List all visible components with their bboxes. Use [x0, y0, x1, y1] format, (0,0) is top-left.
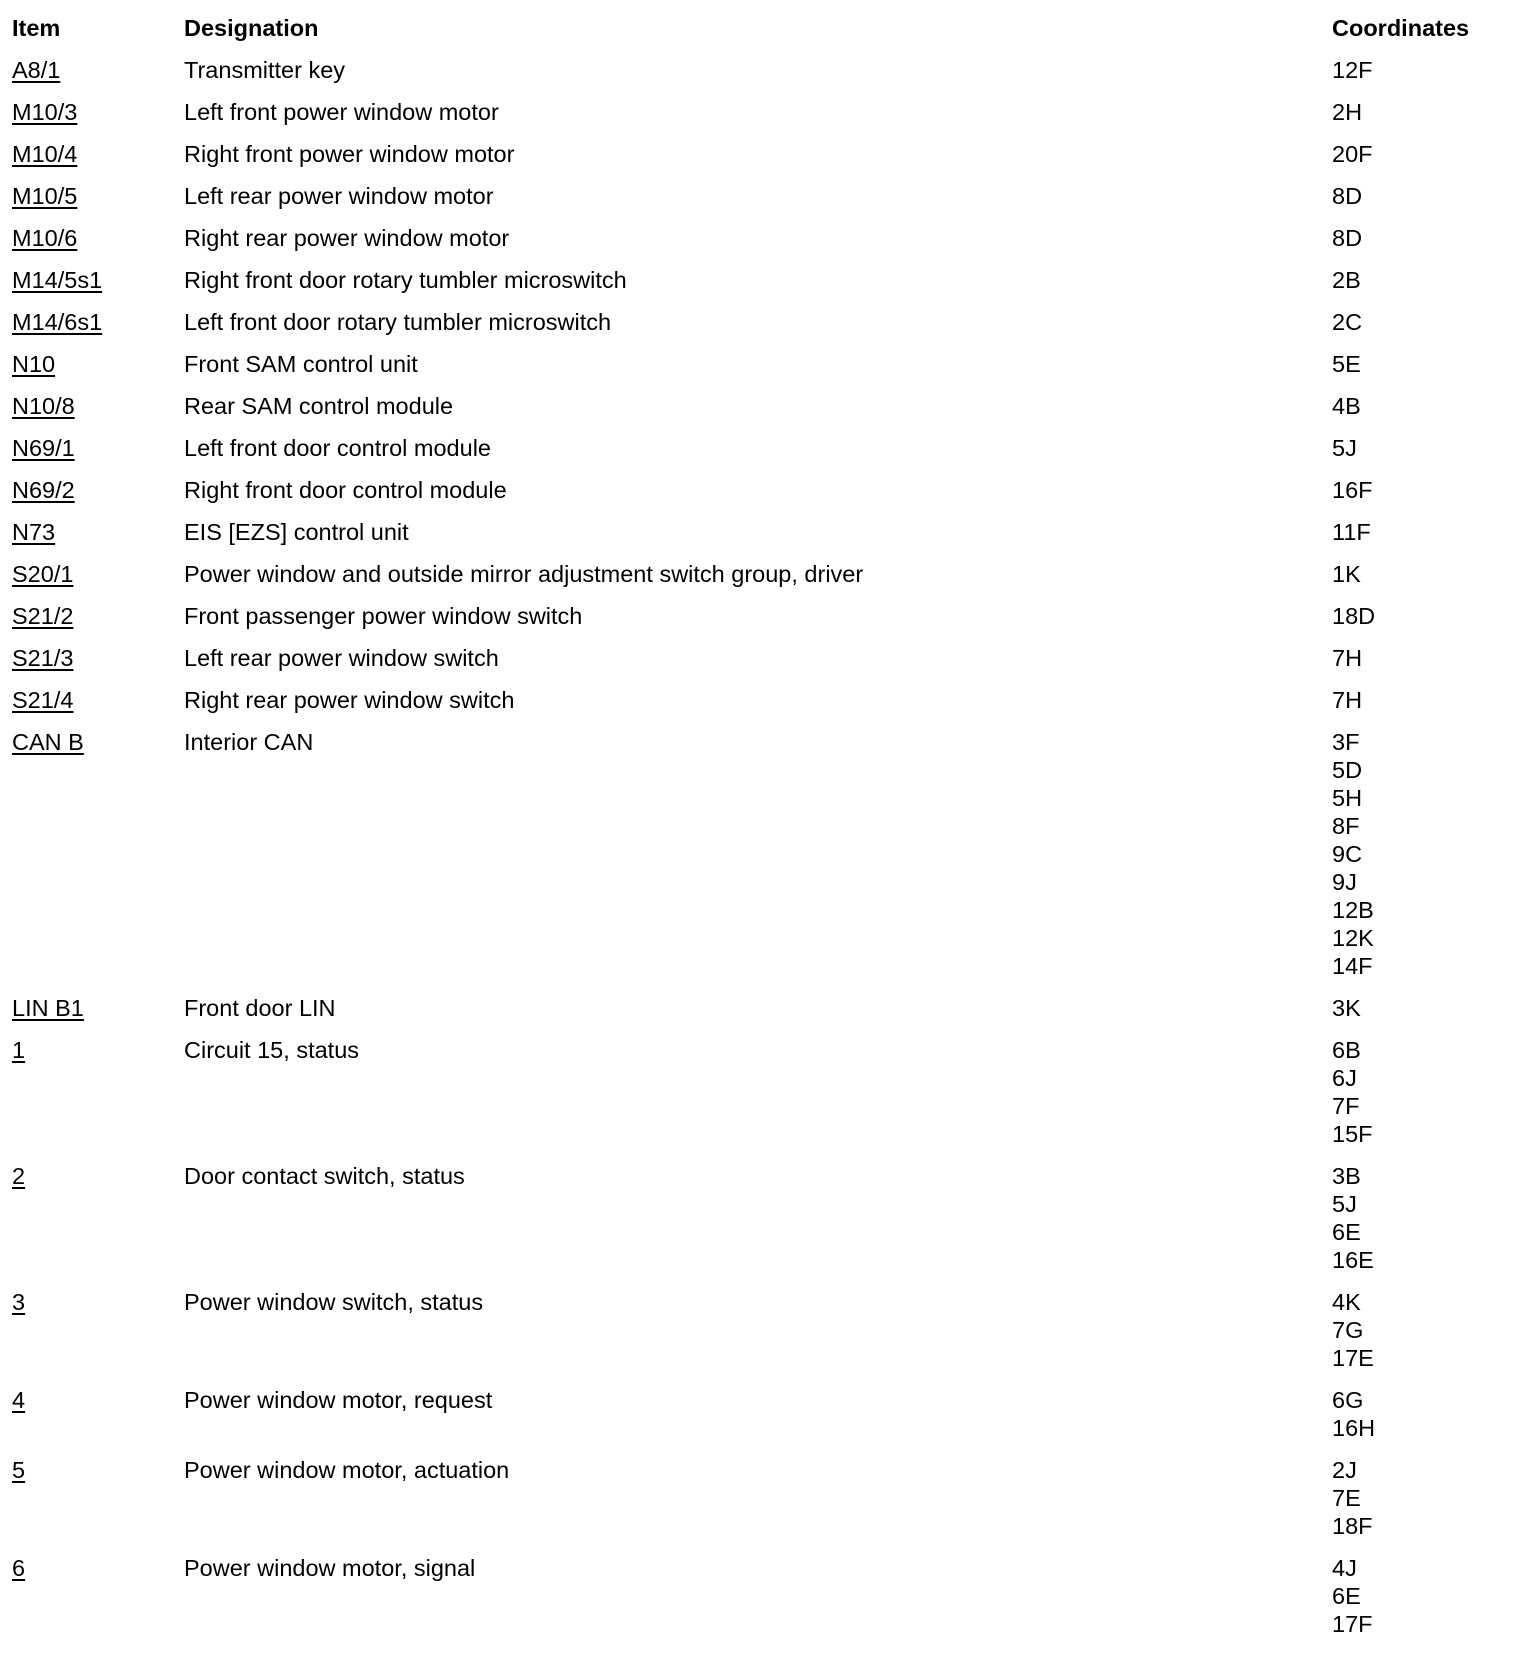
coordinates-cell [1332, 644, 1502, 672]
coordinates-cell [1332, 182, 1502, 210]
item-link[interactable]: LIN B1 [12, 995, 84, 1021]
coordinates-cell [1332, 350, 1502, 378]
item-link[interactable]: CAN B [12, 729, 84, 755]
designation-cell: Left rear power window motor [184, 183, 494, 209]
coordinate-value: 7H [1332, 687, 1363, 713]
table-row [12, 392, 1502, 434]
coordinates-cell [1332, 1554, 1502, 1638]
item-link[interactable]: M14/5s1 [12, 267, 103, 293]
coordinate-value: 7H [1332, 645, 1363, 671]
coordinate-value: 12F [1332, 57, 1373, 83]
coordinate-value: 12K [1332, 925, 1374, 951]
header-coordinates: Coordinates [1332, 15, 1470, 41]
designation-cell: EIS [EZS] control unit [184, 519, 409, 545]
table-row [12, 308, 1502, 350]
item-cell [12, 728, 184, 756]
item-cell [12, 476, 184, 504]
coordinate-value: 20F [1332, 141, 1373, 167]
coordinate-value: 3B [1332, 1163, 1361, 1189]
coordinate-value: 2B [1332, 267, 1361, 293]
coordinate-value: 3K [1332, 995, 1361, 1021]
item-link[interactable]: N69/2 [12, 477, 75, 503]
coordinate-value: 2C [1332, 309, 1363, 335]
designation-cell: Power window motor, signal [184, 1555, 476, 1581]
legend-table [12, 14, 1502, 1652]
table-body [12, 56, 1502, 1652]
coordinate-value: 6G [1332, 1387, 1364, 1413]
item-link[interactable]: S21/4 [12, 687, 74, 713]
designation-cell: Left rear power window switch [184, 645, 499, 671]
coordinate-value: 5H [1332, 785, 1363, 811]
item-cell [12, 308, 184, 336]
item-cell [12, 1288, 184, 1316]
item-cell [12, 350, 184, 378]
designation-cell: Left front door rotary tumbler microswitch [184, 309, 612, 335]
coordinate-value: 9J [1332, 869, 1357, 895]
table-row [12, 1288, 1502, 1386]
table-row [12, 98, 1502, 140]
table-row [12, 266, 1502, 308]
item-link[interactable]: M10/3 [12, 99, 78, 125]
table-row [12, 434, 1502, 476]
item-cell [12, 140, 184, 168]
coordinate-value: 5J [1332, 1191, 1357, 1217]
item-cell [12, 1162, 184, 1190]
coordinates-cell [1332, 728, 1502, 980]
table-row [12, 1036, 1502, 1162]
coordinate-value: 16F [1332, 477, 1373, 503]
coordinate-value: 8D [1332, 225, 1363, 251]
coordinates-cell [1332, 994, 1502, 1022]
item-link[interactable]: N10 [12, 351, 56, 377]
item-link[interactable]: 4 [12, 1387, 26, 1413]
designation-cell: Power window motor, actuation [184, 1457, 510, 1483]
item-cell [12, 602, 184, 630]
item-link[interactable]: 3 [12, 1289, 26, 1315]
coordinate-value: 6J [1332, 1065, 1357, 1091]
item-cell [12, 1386, 184, 1414]
item-link[interactable]: S21/3 [12, 645, 74, 671]
coordinate-value: 4K [1332, 1289, 1361, 1315]
item-link[interactable]: 5 [12, 1457, 26, 1483]
coordinate-value: 5D [1332, 757, 1363, 783]
item-cell [12, 560, 184, 588]
table-row [12, 560, 1502, 602]
coordinate-value: 9C [1332, 841, 1363, 867]
coordinate-value: 6E [1332, 1219, 1361, 1245]
designation-cell: Right rear power window switch [184, 687, 515, 713]
item-cell [12, 266, 184, 294]
designation-cell: Right front door control module [184, 477, 507, 503]
coordinate-value: 3F [1332, 729, 1360, 755]
item-link[interactable]: 2 [12, 1163, 26, 1189]
item-cell [12, 1554, 184, 1582]
table-row [12, 518, 1502, 560]
coordinates-cell [1332, 434, 1502, 462]
item-cell [12, 686, 184, 714]
coordinate-value: 7E [1332, 1485, 1361, 1511]
item-link[interactable]: M14/6s1 [12, 309, 103, 335]
item-link[interactable]: N73 [12, 519, 56, 545]
item-link[interactable]: A8/1 [12, 57, 61, 83]
item-link[interactable]: M10/5 [12, 183, 78, 209]
coordinate-value: 14F [1332, 953, 1373, 979]
coordinates-cell [1332, 1456, 1502, 1540]
designation-cell: Left front power window motor [184, 99, 499, 125]
coordinate-value: 2J [1332, 1457, 1357, 1483]
table-row [12, 1554, 1502, 1652]
item-link[interactable]: M10/6 [12, 225, 78, 251]
table-row [12, 602, 1502, 644]
header-item: Item [12, 15, 61, 41]
item-cell [12, 224, 184, 252]
table-row [12, 728, 1502, 994]
coordinates-cell [1332, 686, 1502, 714]
coordinate-value: 4B [1332, 393, 1361, 419]
coordinates-cell [1332, 1386, 1502, 1442]
designation-cell: Front SAM control unit [184, 351, 418, 377]
item-cell [12, 98, 184, 126]
coordinates-cell [1332, 392, 1502, 420]
item-link[interactable]: M10/4 [12, 141, 78, 167]
coordinate-value: 1K [1332, 561, 1361, 587]
designation-cell: Power window switch, status [184, 1289, 484, 1315]
coordinates-cell [1332, 518, 1502, 546]
coordinate-value: 8D [1332, 183, 1363, 209]
coordinate-value: 7F [1332, 1093, 1360, 1119]
coordinates-cell [1332, 224, 1502, 252]
item-cell [12, 994, 184, 1022]
coordinates-cell [1332, 98, 1502, 126]
item-cell [12, 182, 184, 210]
item-link[interactable]: N10/8 [12, 393, 75, 419]
coordinate-value: 12B [1332, 897, 1374, 923]
table-row [12, 56, 1502, 98]
item-link[interactable]: 6 [12, 1555, 26, 1581]
designation-cell: Right front door rotary tumbler microswitch [184, 267, 627, 293]
table-row [12, 140, 1502, 182]
coordinate-value: 11F [1332, 519, 1371, 545]
designation-cell: Transmitter key [184, 57, 346, 83]
item-cell [12, 1456, 184, 1484]
coordinate-value: 5E [1332, 351, 1361, 377]
coordinates-cell [1332, 308, 1502, 336]
header-designation: Designation [184, 15, 319, 41]
designation-cell: Right front power window motor [184, 141, 515, 167]
item-link[interactable]: N69/1 [12, 435, 75, 461]
item-link[interactable]: 1 [12, 1037, 26, 1063]
table-row [12, 350, 1502, 392]
designation-cell: Power window motor, request [184, 1387, 493, 1413]
coordinates-cell [1332, 1162, 1502, 1274]
designation-cell: Front passenger power window switch [184, 603, 583, 629]
item-cell [12, 518, 184, 546]
item-cell [12, 392, 184, 420]
table-row [12, 1162, 1502, 1288]
coordinate-value: 6E [1332, 1583, 1361, 1609]
item-cell [12, 644, 184, 672]
coordinate-value: 5J [1332, 435, 1357, 461]
coordinate-value: 8F [1332, 813, 1360, 839]
designation-cell: Power window and outside mirror adjustment switch group, driver [184, 561, 864, 587]
table-row [12, 994, 1502, 1036]
table-row [12, 182, 1502, 224]
coordinates-cell [1332, 602, 1502, 630]
table-row [12, 224, 1502, 266]
designation-cell: Left front door control module [184, 435, 491, 461]
designation-cell: Right rear power window motor [184, 225, 510, 251]
coordinates-cell [1332, 560, 1502, 588]
coordinate-value: 16E [1332, 1247, 1374, 1273]
coordinates-cell [1332, 1288, 1502, 1372]
coordinate-value: 15F [1332, 1121, 1373, 1147]
coordinates-cell [1332, 476, 1502, 504]
coordinates-cell [1332, 140, 1502, 168]
table-row [12, 686, 1502, 728]
coordinate-value: 17E [1332, 1345, 1374, 1371]
item-cell [12, 56, 184, 84]
table-row [12, 1456, 1502, 1554]
coordinate-value: 7G [1332, 1317, 1364, 1343]
coordinates-cell [1332, 56, 1502, 84]
item-link[interactable]: S21/2 [12, 603, 74, 629]
table-header [12, 14, 1502, 56]
coordinate-value: 16H [1332, 1415, 1376, 1441]
item-link[interactable]: S20/1 [12, 561, 74, 587]
coordinates-cell [1332, 266, 1502, 294]
item-cell [12, 1036, 184, 1064]
table-row [12, 1386, 1502, 1456]
coordinate-value: 4J [1332, 1555, 1357, 1581]
designation-cell: Interior CAN [184, 729, 314, 755]
table-row [12, 644, 1502, 686]
coordinate-value: 18D [1332, 603, 1376, 629]
coordinate-value: 17F [1332, 1611, 1373, 1637]
designation-cell: Rear SAM control module [184, 393, 454, 419]
coordinate-value: 18F [1332, 1513, 1373, 1539]
coordinate-value: 2H [1332, 99, 1363, 125]
designation-cell: Circuit 15, status [184, 1037, 360, 1063]
coordinate-value: 6B [1332, 1037, 1361, 1063]
table-row [12, 476, 1502, 518]
coordinates-cell [1332, 1036, 1502, 1148]
designation-cell: Door contact switch, status [184, 1163, 465, 1189]
item-cell [12, 434, 184, 462]
designation-cell: Front door LIN [184, 995, 336, 1021]
